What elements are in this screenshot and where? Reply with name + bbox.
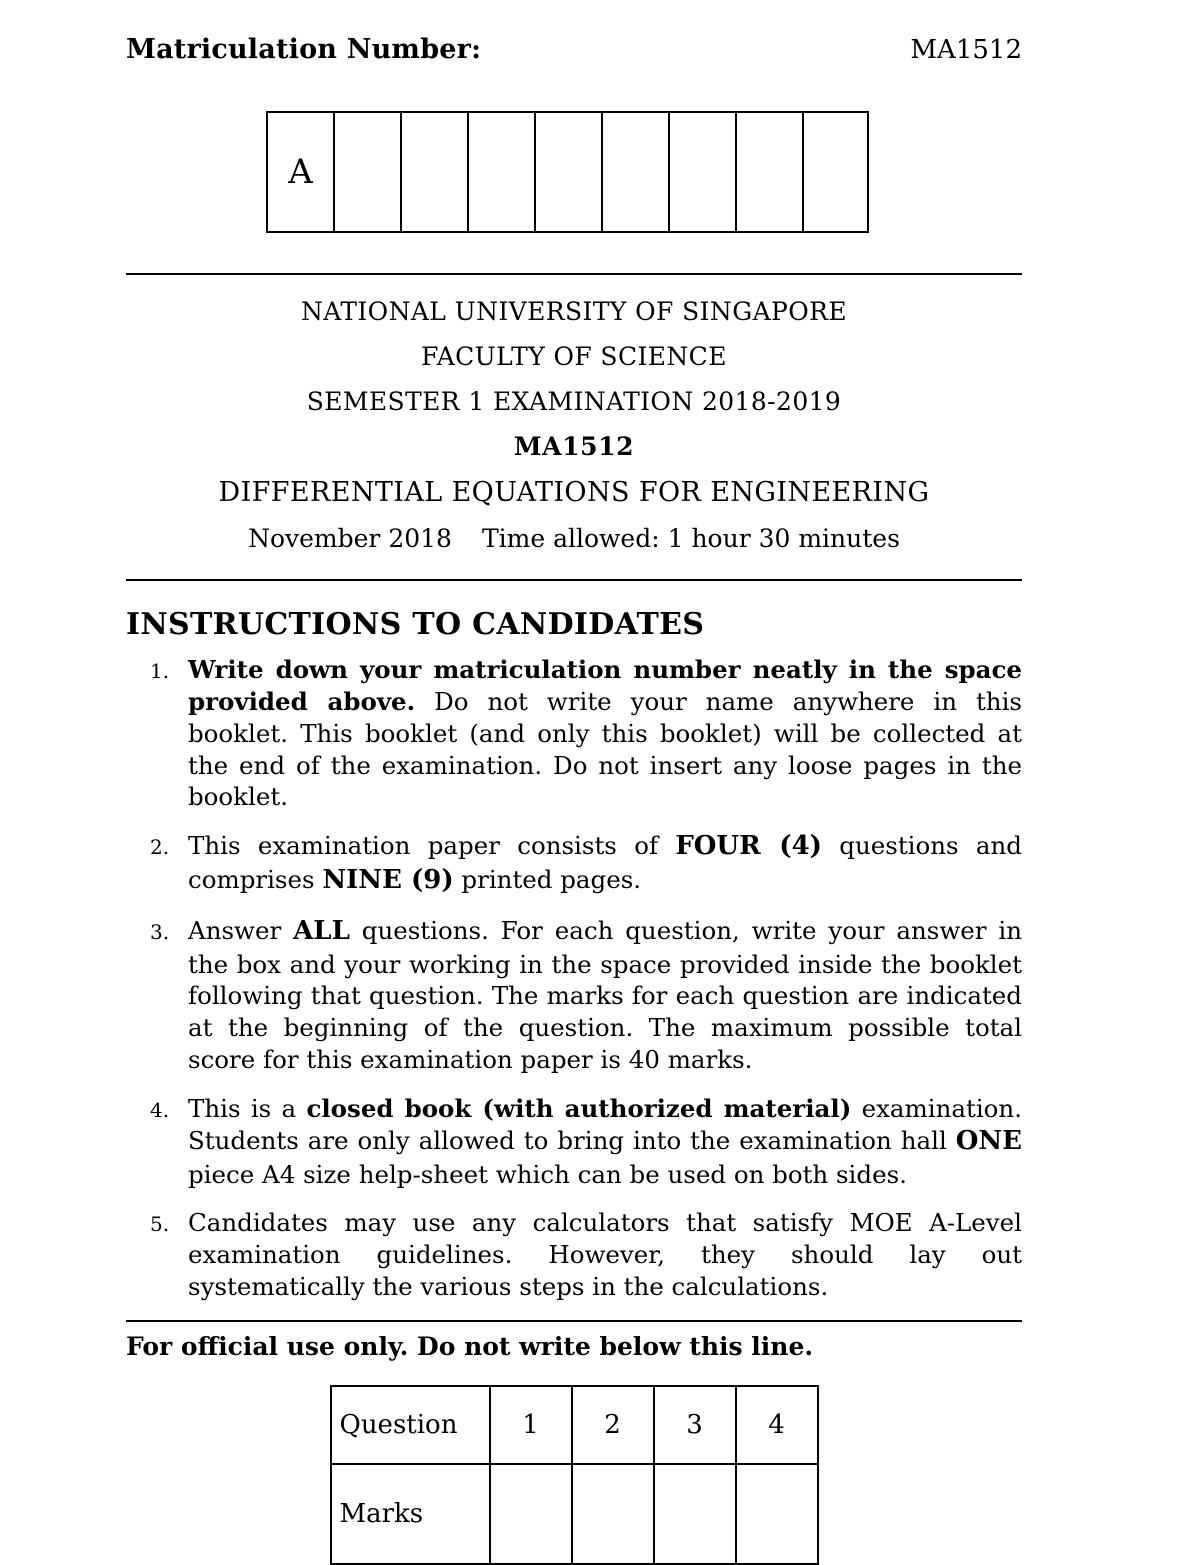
instruction-1-rest: Do not write your name anywhere in this booklet. This booklet (and only this booklet) will be collected at the end of the examination. Do not insert any loose pages in the booklet. xyxy=(188,686,1022,812)
university-name: NATIONAL UNIVERSITY OF SINGAPORE xyxy=(300,297,848,326)
matric-cell-6[interactable] xyxy=(601,111,668,233)
instruction-4-em2: ONE xyxy=(955,1125,1022,1156)
instruction-3-part1: Answer xyxy=(188,915,294,945)
matric-cell-2[interactable] xyxy=(333,111,400,233)
instruction-5-part1: Candidates may use any calculators that satisfy MOE A-Level examination guidelines. However, they should lay out systematically the various steps in the calculations. xyxy=(188,1208,1022,1302)
table-row-marks xyxy=(331,1464,818,1564)
examination-session: SEMESTER 1 EXAMINATION 2018-2019 xyxy=(306,387,842,416)
marks-row-label: Marks xyxy=(331,1464,490,1564)
matric-cell-4[interactable] xyxy=(467,111,534,233)
question-number-2: 2 xyxy=(572,1386,654,1464)
matric-cell-9[interactable] xyxy=(802,111,869,233)
instruction-2-part3: printed pages. xyxy=(453,865,642,895)
instruction-1-bold: Write down your matriculation number neatly in the space provided above. xyxy=(188,655,1022,716)
marks-cell-1[interactable] xyxy=(490,1464,572,1564)
instruction-item-1 xyxy=(126,654,1022,813)
time-allowed: Time allowed: 1 hour 30 minutes xyxy=(481,524,900,553)
marks-cell-2[interactable] xyxy=(572,1464,654,1564)
marks-table-wrapper xyxy=(126,1385,1022,1565)
question-row-label: Question xyxy=(331,1386,490,1464)
marks-cell-4[interactable] xyxy=(736,1464,818,1564)
module-title: DIFFERENTIAL EQUATIONS FOR ENGINEERING xyxy=(218,477,930,508)
matric-cell-5[interactable] xyxy=(534,111,601,233)
question-number-4: 4 xyxy=(736,1386,818,1464)
faculty-name: FACULTY OF SCIENCE xyxy=(421,342,727,371)
instruction-4-part3: piece A4 size help-sheet which can be used on both sides. xyxy=(188,1159,907,1189)
paper-code-header: MA1512 xyxy=(910,35,1022,65)
page-content xyxy=(126,34,1022,1565)
matric-cell-1[interactable]: A xyxy=(266,111,333,233)
official-use-notice: For official use only. Do not write below this line. xyxy=(126,1332,814,1361)
marks-table xyxy=(330,1385,819,1565)
instruction-item-2 xyxy=(126,830,1022,898)
divider-official-use xyxy=(126,1320,1022,1322)
module-code: MA1512 xyxy=(513,432,635,461)
instruction-4-part1: This is a xyxy=(188,1093,307,1123)
matric-cell-3[interactable] xyxy=(400,111,467,233)
header xyxy=(126,34,1022,65)
instruction-2-em2: NINE (9) xyxy=(322,865,454,896)
instructions-list xyxy=(126,654,1022,1303)
matriculation-number-label: Matriculation Number: xyxy=(126,34,482,65)
instruction-item-3 xyxy=(126,915,1022,1076)
instruction-2-part2: questions and comprises xyxy=(188,831,1022,895)
marks-cell-3[interactable] xyxy=(654,1464,736,1564)
instruction-2-part1: This examination paper consists of xyxy=(188,831,676,861)
instruction-3-em1: ALL xyxy=(293,915,350,946)
question-number-3: 3 xyxy=(654,1386,736,1464)
table-row-question xyxy=(331,1386,818,1464)
instruction-item-5 xyxy=(126,1207,1022,1303)
matric-cell-7[interactable] xyxy=(668,111,735,233)
instruction-4-part2: examination. Students are only allowed to bring into the examination hall xyxy=(188,1093,1022,1155)
instruction-3-part2: questions. For each question, write your answer in the box and your working in the space provided inside the booklet following that question. The marks for each question are indicated at the beginning of the question. The maximum possible total score for this examination paper is 40 marks. xyxy=(188,915,1023,1075)
matriculation-number-boxes[interactable] xyxy=(266,111,1022,233)
matric-cell-8[interactable] xyxy=(735,111,802,233)
instruction-item-4 xyxy=(126,1093,1022,1190)
question-number-1: 1 xyxy=(490,1386,572,1464)
exam-title-block xyxy=(126,297,1022,553)
exam-date: November 2018 xyxy=(248,524,452,553)
divider-bottom xyxy=(126,579,1022,581)
exam-date-time xyxy=(126,524,1022,553)
instruction-4-em1: closed book (with authorized material) xyxy=(306,1093,852,1123)
instruction-2-em1: FOUR (4) xyxy=(675,831,822,862)
divider-top xyxy=(126,273,1022,275)
instructions-heading: INSTRUCTIONS TO CANDIDATES xyxy=(126,607,705,642)
